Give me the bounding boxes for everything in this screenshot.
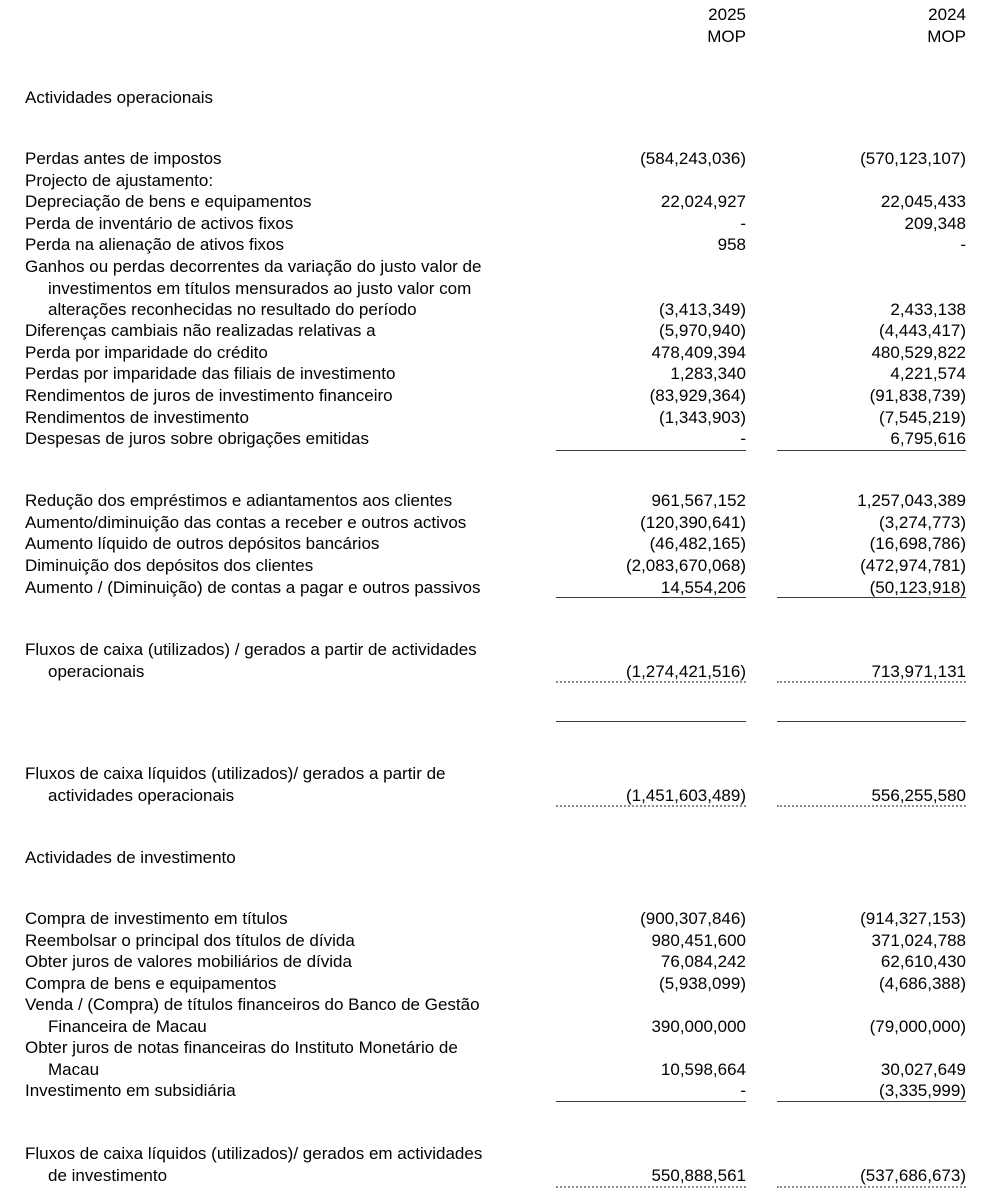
row-value-2025: - (740, 214, 746, 233)
row-value-2024: 22,045,433 (880, 192, 966, 211)
row-value-2025: 10,598,664 (660, 1059, 746, 1079)
row-label: Perdas antes de impostos (25, 149, 222, 168)
subtotal-rule-2024 (777, 721, 966, 722)
row-label: Fluxos de caixa líquidos (utilizados)/ gerados em actividades (25, 1144, 483, 1163)
row-value-2025: (2,083,670,068) (625, 556, 746, 575)
row-value-2024: 30,027,649 (880, 1059, 966, 1079)
row-value-2025: 14,554,206 (660, 578, 746, 597)
total-rule-2025 (556, 805, 746, 807)
row-label: Compra de bens e equipamentos (25, 974, 277, 993)
row-value-2024: (7,545,219) (879, 408, 966, 427)
row-value-2025: (5,938,099) (659, 974, 746, 993)
subtotal-rule-2025 (556, 597, 746, 598)
row-value-2024: 480,529,822 (871, 343, 966, 362)
total-rule-2024 (777, 1186, 966, 1188)
row-value-2024: 4,221,574 (890, 364, 966, 383)
row-value-2024: 6,795,616 (890, 429, 966, 448)
row-value-2025: 478,409,394 (651, 343, 746, 362)
row-value-2025: 550,888,561 (651, 1165, 746, 1185)
row-value-2024: (472,974,781) (860, 556, 966, 575)
column-header-2025-year: 2025 (708, 5, 746, 24)
row-label: Despesas de juros sobre obrigações emitidas (25, 429, 369, 448)
row-label: Rendimentos de juros de investimento financeiro (25, 386, 393, 405)
row-value-2024: (537,686,673) (860, 1165, 966, 1185)
row-value-2025: (1,451,603,489) (625, 785, 746, 805)
subtotal-rule-2024 (777, 1101, 966, 1102)
row-label: Reembolsar o principal dos títulos de dívida (25, 931, 355, 950)
row-label: Obter juros de valores mobiliários de dívida (25, 952, 352, 971)
row-value-2025: (1,343,903) (659, 408, 746, 427)
row-value-2024: (3,274,773) (879, 513, 966, 532)
row-label: Venda / (Compra) de títulos financeiros do Banco de Gestão (25, 995, 480, 1014)
section-title-investing: Actividades de investimento (25, 848, 236, 867)
row-label: Diminuição dos depósitos dos clientes (25, 556, 314, 575)
column-header-2024-currency: MOP (927, 27, 966, 46)
row-label-continuation: operacionais (48, 661, 145, 681)
row-value-2025: (46,482,165) (649, 534, 746, 553)
row-label: Compra de investimento em títulos (25, 909, 288, 928)
row-value-2024: (79,000,000) (869, 1016, 966, 1036)
row-label: Redução dos empréstimos e adiantamentos aos clientes (25, 491, 453, 510)
row-label: Depreciação de bens e equipamentos (25, 192, 312, 211)
row-label: Projecto de ajustamento: (25, 171, 214, 190)
subtotal-rule-2024 (777, 597, 966, 598)
row-value-2024: (4,443,417) (879, 321, 966, 340)
row-label: Perdas por imparidade das filiais de investimento (25, 364, 396, 383)
row-label-continuation: Financeira de Macau (48, 1016, 207, 1036)
row-value-2025: 980,451,600 (651, 931, 746, 950)
row-value-2024: 371,024,788 (871, 931, 966, 950)
row-value-2024: 713,971,131 (871, 661, 966, 681)
row-label: Fluxos de caixa líquidos (utilizados)/ gerados a partir de (25, 764, 446, 783)
row-label: Ganhos ou perdas decorrentes da variação do justo valor de (25, 257, 482, 276)
row-label-continuation: investimentos em títulos mensurados ao justo valor com (48, 278, 472, 298)
subtotal-rule-2025 (556, 450, 746, 451)
row-value-2024: (914,327,153) (860, 909, 966, 928)
row-value-2024: (91,838,739) (869, 386, 966, 405)
row-label: Aumento líquido de outros depósitos bancários (25, 534, 380, 553)
total-rule-2025 (556, 1186, 746, 1188)
row-label: Aumento / (Diminuição) de contas a pagar e outros passivos (25, 578, 481, 597)
row-value-2024: (570,123,107) (860, 149, 966, 168)
row-label: Perda na alienação de ativos fixos (25, 235, 284, 254)
row-value-2025: (1,274,421,516) (625, 661, 746, 681)
row-label-continuation: alterações reconhecidas no resultado do período (48, 300, 417, 320)
row-value-2025: 76,084,242 (660, 952, 746, 971)
row-value-2024: (50,123,918) (869, 578, 966, 597)
row-value-2025: (5,970,940) (659, 321, 746, 340)
row-value-2025: 958 (717, 235, 746, 254)
row-label: Investimento em subsidiária (25, 1081, 236, 1100)
row-label: Diferenças cambiais não realizadas relativas a (25, 321, 376, 340)
row-value-2024: (16,698,786) (869, 534, 966, 553)
subtotal-rule-2025 (556, 1101, 746, 1102)
total-rule-2025 (556, 681, 746, 683)
row-label: Aumento/diminuição das contas a receber e outros activos (25, 513, 467, 532)
row-value-2025: (83,929,364) (649, 386, 746, 405)
subtotal-rule-2024 (777, 450, 966, 451)
row-label: Rendimentos de investimento (25, 408, 249, 427)
column-header-2025-currency: MOP (707, 27, 746, 46)
row-value-2025: (900,307,846) (640, 909, 746, 928)
subtotal-rule-2025 (556, 721, 746, 722)
row-value-2024: (4,686,388) (879, 974, 966, 993)
row-value-2025: 390,000,000 (651, 1016, 746, 1036)
row-label-continuation: Macau (48, 1059, 100, 1079)
total-rule-2024 (777, 805, 966, 807)
row-value-2024: 209,348 (904, 214, 966, 233)
row-value-2025: 1,283,340 (670, 364, 746, 383)
row-label: Fluxos de caixa (utilizados) / gerados a partir de actividades (25, 640, 477, 659)
row-value-2024: 62,610,430 (880, 952, 966, 971)
row-value-2025: (3,413,349) (659, 300, 746, 320)
row-label-continuation: actividades operacionais (48, 785, 235, 805)
row-value-2025: (120,390,641) (640, 513, 746, 532)
row-value-2025: - (740, 429, 746, 448)
row-label: Perda de inventário de activos fixos (25, 214, 294, 233)
row-label-continuation: de investimento (48, 1165, 168, 1185)
row-value-2024: 1,257,043,389 (857, 491, 966, 510)
row-value-2025: 961,567,152 (651, 491, 746, 510)
row-value-2025: (584,243,036) (640, 149, 746, 168)
row-value-2025: 22,024,927 (660, 192, 746, 211)
row-value-2024: 2,433,138 (890, 300, 966, 320)
row-label: Obter juros de notas financeiras do Instituto Monetário de (25, 1038, 458, 1057)
row-value-2024: 556,255,580 (871, 785, 966, 805)
row-value-2025: - (740, 1081, 746, 1100)
row-value-2024: - (960, 235, 966, 254)
total-rule-2024 (777, 681, 966, 683)
column-header-2024-year: 2024 (928, 5, 966, 24)
row-value-2024: (3,335,999) (879, 1081, 966, 1100)
section-title-operating: Actividades operacionais (25, 88, 214, 107)
row-label: Perda por imparidade do crédito (25, 343, 268, 362)
